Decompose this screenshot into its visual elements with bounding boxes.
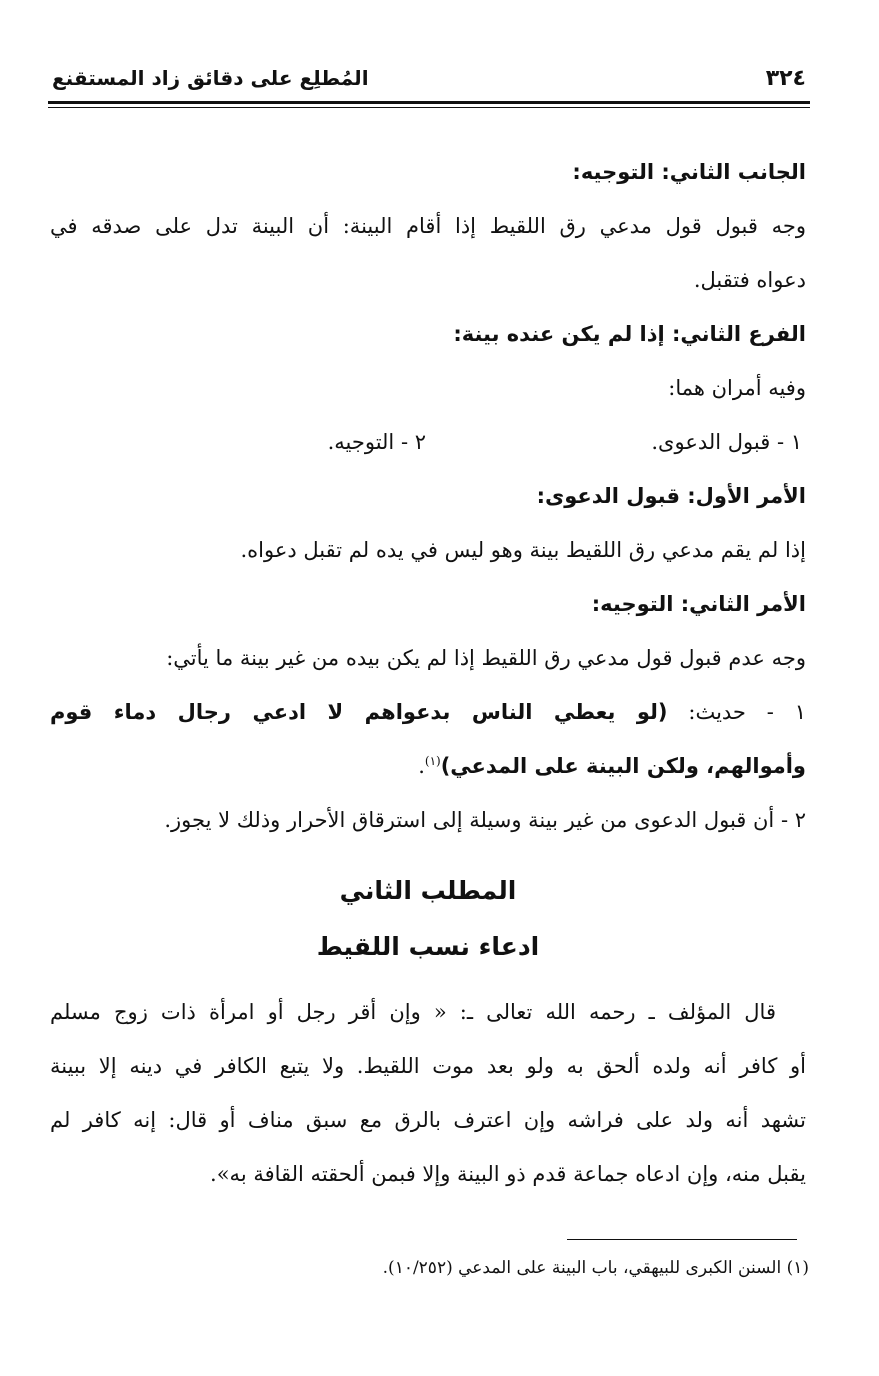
hadith-text: (لو يعطي الناس بدعواهم لا ادعي رجال دماء قوم [50, 700, 668, 724]
main-text [50, 145, 806, 1201]
hadith-line-2 [50, 739, 806, 793]
paragraph-line: ٢ - أن قبول الدعوى من غير بينة وسيلة إلى استرقاق الأحرار وذلك لا يجوز. [164, 808, 806, 832]
running-title: المُطلِع على دقائق زاد المستقنع [52, 66, 369, 90]
header-rule-thick [48, 101, 810, 104]
heading-second-aspect: الجانب الثاني: التوجيه: [572, 160, 806, 184]
hadith-text: وأموالهم، ولكن البينة على المدعي) [440, 754, 806, 778]
paragraph-line: دعواه فتقبل. [693, 268, 806, 292]
quote-line: تشهد أنه ولد على فراشه وإن اعترف بالرق مع سبق مناف أو قال: إنه كافر لم [50, 1108, 806, 1132]
header-rule-thin [48, 107, 810, 108]
section-subtitle: ادعاء نسب اللقيط [316, 932, 540, 961]
paragraph-line: وجه قبول قول مدعي رق اللقيط إذا أقام البينة: أن البينة تدل على صدقه في [50, 214, 806, 238]
paragraph-line: وجه عدم قبول قول مدعي رق اللقيط إذا لم يكن بيده من غير بينة ما يأتي: [166, 646, 806, 670]
quote-line: قال المؤلف ـ رحمه الله تعالى ـ: « وإن أقر رجل أو امرأة ذات زوج مسلم [50, 1000, 776, 1024]
hadith-prefix: ١ - حديث: [667, 700, 806, 724]
hadith-end: . [418, 754, 425, 778]
two-item-list [50, 415, 806, 469]
page-header [48, 64, 808, 104]
heading-first-matter: الأمر الأول: قبول الدعوى: [536, 484, 806, 508]
list-item: ٢ - التوجيه. [327, 430, 426, 454]
list-item: ١ - قبول الدعوى. [651, 430, 802, 454]
quote-line: يقبل منه، وإن ادعاه جماعة قدم ذو البينة وإلا فبمن ألحقته القافة به». [210, 1162, 806, 1186]
section-title: المطلب الثاني [339, 876, 517, 905]
heading-second-branch: الفرع الثاني: إذا لم يكن عنده بينة: [453, 322, 806, 346]
paragraph-line: وفيه أمران هما: [668, 376, 806, 400]
paragraph-line: إذا لم يقم مدعي رق اللقيط بينة وهو ليس في يده لم تقبل دعواه. [240, 538, 806, 562]
footnote-ref: (١) [424, 754, 441, 768]
page-number: ٣٢٤ [765, 66, 806, 91]
hadith-line-1 [50, 685, 806, 739]
footnote: (١) السنن الكبرى للبيهقي، باب البينة على المدعي (١٠/٢٥٢). [382, 1258, 809, 1278]
quote-line: أو كافر أنه ولده ألحق به ولو بعد موت اللقيط. ولا يتبع الكافر في دينه إلا ببينة [50, 1054, 806, 1078]
heading-second-matter: الأمر الثاني: التوجيه: [591, 592, 806, 616]
footnote-divider [567, 1239, 797, 1240]
